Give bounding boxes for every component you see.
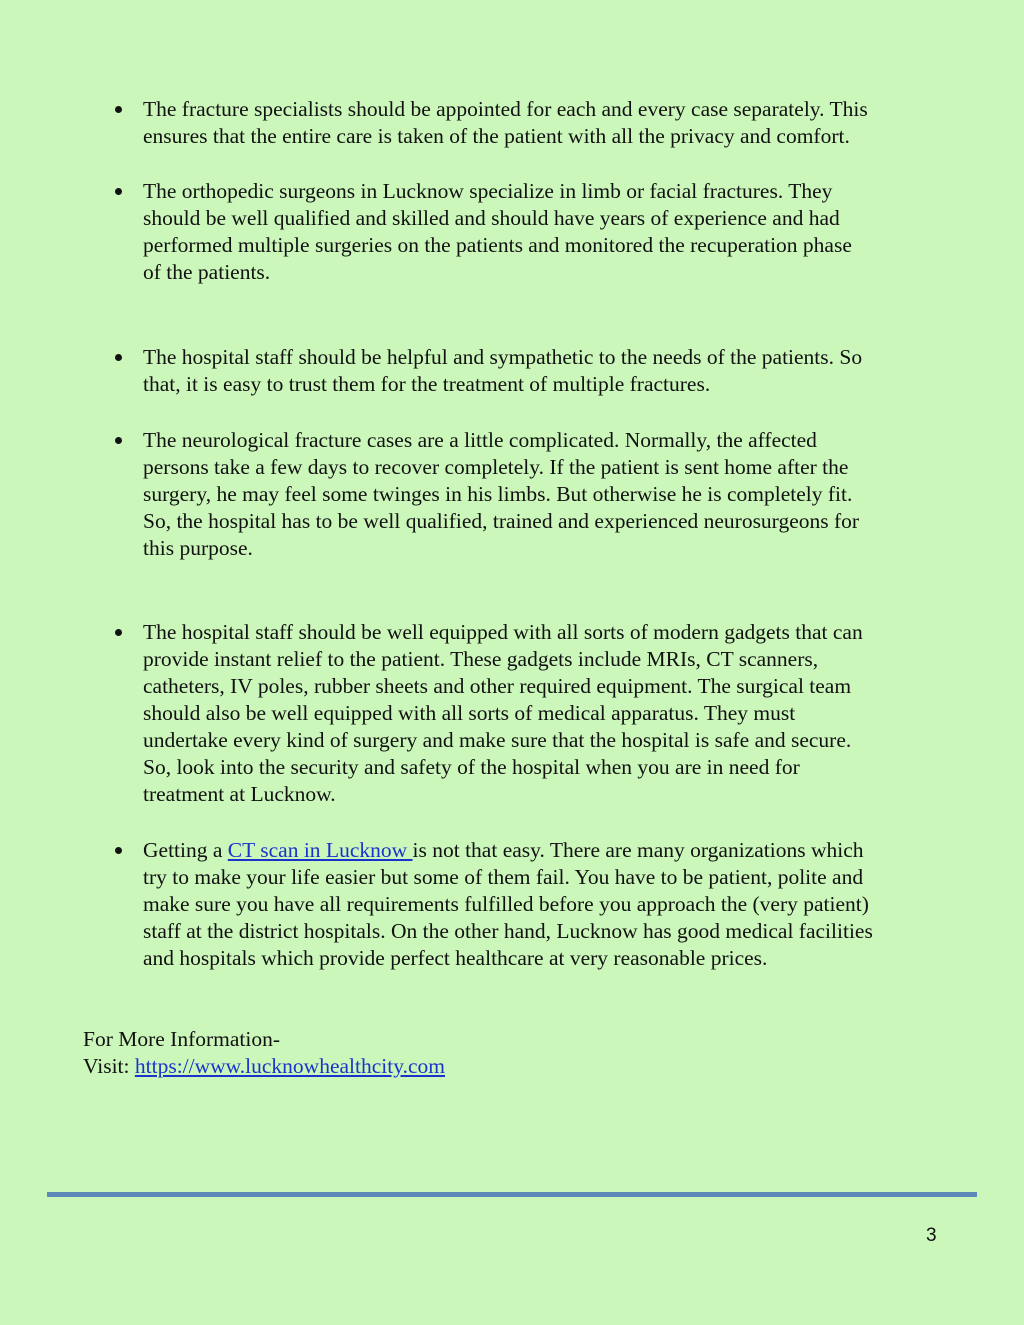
list-item (143, 344, 943, 398)
text-line: and hospitals which provide perfect healthcare at very reasonable prices. (143, 946, 768, 970)
visit-label: Visit: (83, 1054, 135, 1078)
text-line: catheters, IV poles, rubber sheets and other required equipment. The surgical team (143, 674, 852, 698)
text-line: The fracture specialists should be appointed for each and every case separately. This (143, 97, 868, 121)
text-line: should also be well equipped with all sorts of medical apparatus. They must (143, 701, 796, 725)
text-line: The hospital staff should be well equipped with all sorts of modern gadgets that can (143, 620, 863, 644)
page-number: 3 (926, 1225, 937, 1246)
list-item (143, 837, 943, 972)
text-line: The orthopedic surgeons in Lucknow specialize in limb or facial fractures. They (143, 179, 833, 203)
list-item (143, 178, 943, 286)
ct-scan-link[interactable]: CT scan in Lucknow (227, 838, 413, 862)
bullet-dot-icon (115, 106, 122, 113)
bullet-dot-icon (115, 437, 122, 444)
text-line: should be well qualified and skilled and should have years of experience and had (143, 206, 840, 230)
text-line: provide instant relief to the patient. These gadgets include MRIs, CT scanners, (143, 647, 819, 671)
website-link[interactable]: https://www.lucknowhealthcity.com (134, 1054, 445, 1078)
text-line: of the patients. (143, 260, 271, 284)
text-line: So, the hospital has to be well qualified, trained and experienced neurosurgeons for (143, 509, 860, 533)
bullet-dot-icon (115, 354, 122, 361)
text-line: The hospital staff should be helpful and sympathetic to the needs of the patients. So (143, 345, 863, 369)
bullet-dot-icon (115, 188, 122, 195)
text-line: ensures that the entire care is taken of the patient with all the privacy and comfort. (143, 124, 850, 148)
visit-line (83, 1053, 445, 1080)
more-info-label: For More Information- (83, 1027, 281, 1051)
footer-divider (47, 1192, 977, 1197)
bullet-dot-icon (115, 847, 122, 854)
text-line: treatment at Lucknow. (143, 782, 336, 806)
text-segment: Getting a (143, 838, 228, 862)
list-item (143, 619, 943, 808)
text-line: So, look into the security and safety of the hospital when you are in need for (143, 755, 800, 779)
text-line: The neurological fracture cases are a little complicated. Normally, the affected (143, 428, 817, 452)
bullet-dot-icon (115, 629, 122, 636)
text-line: this purpose. (143, 536, 253, 560)
text-line: staff at the district hospitals. On the other hand, Lucknow has good medical facilities (143, 919, 873, 943)
text-line: that, it is easy to trust them for the treatment of multiple fractures. (143, 372, 711, 396)
footer-info (83, 1026, 445, 1080)
text-segment: is not that easy. There are many organizations which (412, 838, 864, 862)
text-line: surgery, he may feel some twinges in his limbs. But otherwise he is completely fit. (143, 482, 853, 506)
text-line: undertake every kind of surgery and make sure that the hospital is safe and secure. (143, 728, 852, 752)
list-item (143, 96, 943, 150)
text-line: make sure you have all requirements fulfilled before you approach the (very patient) (143, 892, 869, 916)
text-line: performed multiple surgeries on the patients and monitored the recuperation phase (143, 233, 852, 257)
text-line: persons take a few days to recover completely. If the patient is sent home after the (143, 455, 849, 479)
text-line: try to make your life easier but some of them fail. You have to be patient, polite and (143, 865, 864, 889)
list-item (143, 427, 943, 562)
text-line (143, 837, 943, 864)
